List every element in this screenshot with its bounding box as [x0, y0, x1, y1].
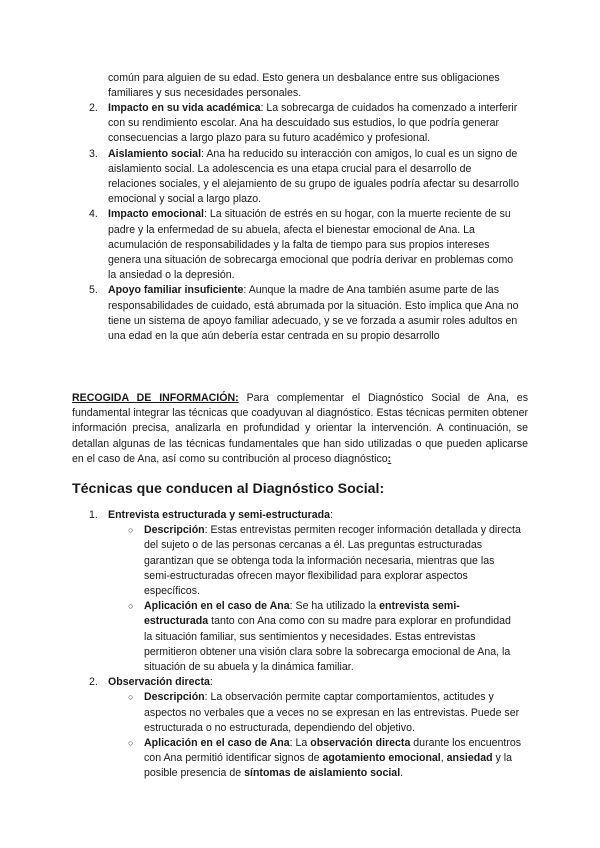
sub-item: ○ Descripción: La observación permite captar comportamientos, actitudes y aspectos no verbales que a veces no se expresan en las entrevistas. Puede ser estructurada o no estructurada, dependiendo del objetivo.	[128, 691, 520, 734]
consequences-list	[89, 101, 520, 344]
recogida-paragraph: RECOGIDA DE INFORMACIÓN: Para complementar el Diagnóstico Social de Ana, es fundamental integrar las técnicas que coadyuvan al diagnóstico. Estas técnicas permiten obtener información precisa, analizarla en profundidad y orientar la intervención. A continuación, se detallan algunas de las técnicas fundamentales que han sido utilizadas o que pueden aplicarse en el caso de Ana, así como su contribución al proceso diagnóstico:	[72, 392, 528, 465]
list-item: 4. Impacto emocional: La situación de estrés en su hogar, con la muerte reciente de su padre y la enfermedad de su abuela, afecta el bienestar emocional de Ana. La acumulación de responsabilidades y la falta de tiempo para sus propios intereses genera una situación de sobrecarga emocional que podría derivar en problemas como la ansiedad o la depresión.	[89, 208, 514, 282]
list-item: 2. Observación directa:	[89, 676, 213, 689]
sub-item: ○ Descripción: Estas entrevistas permiten recoger información detallada y directa del sujeto o de las personas cercanas a él. Las preguntas estructuradas garantizan que se obtenga toda la información necesaria, mientras que las semi-estructuradas ofrecen mayor flexibilidad para explorar aspectos específicos.	[128, 524, 521, 598]
tecnicas-title: Técnicas que conducen al Diagnóstico Social:	[72, 481, 385, 497]
list-item: 2. Impacto en su vida académica: La sobrecarga de cuidados ha comenzado a interferir con su rendimiento escolar. Ana ha descuidado sus estudios, lo que podría generar consecuencias a largo plazo para su futuro académico y profesional.	[89, 102, 518, 145]
list-item: 1. Entrevista estructurada y semi-estructurada:	[89, 509, 333, 521]
list-item: 5. Apoyo familiar insuficiente: Aunque la madre de Ana también asume parte de las responsabilidades de cuidado, está abrumada por la situación. Esto implica que Ana no tiene un sistema de apoyo familiar adecuado, y se ve forzada a asumir roles adultos en una edad en la que aún debería estar centrada en su propio desarrollo	[89, 284, 519, 343]
list-item: 3. Aislamiento social: Ana ha reducido su interacción con amigos, lo cual es un signo de aislamiento social. La adolescencia es una etapa crucial para el desarrollo de relaciones sociales, y el alejamiento de su grupo de iguales podría afectar su desarrollo emocional y social a largo plazo.	[89, 147, 520, 206]
sub-item: ○ Aplicación en el caso de Ana: Se ha utilizado la entrevista semi-estructurada tanto con Ana como con su madre para explorar en profundidad la situación familiar, sus sentimientos y necesidades. Estas entrevistas permitieron obtener una visión clara sobre la sobrecarga emocional de Ana, la situación de su abuela y la dinámica familiar.	[128, 600, 511, 674]
recogida-heading: RECOGIDA DE INFORMACIÓN:	[72, 392, 239, 404]
tecnicas-list	[89, 508, 522, 782]
intro-continuation: común para alguien de su edad. Esto genera un desbalance entre sus obligaciones familiares y sus necesidades personales.	[108, 72, 500, 100]
sub-item: ○ Aplicación en el caso de Ana: La observación directa durante los encuentros con Ana permitió identificar signos de agotamiento emocional, ansiedad y la posible presencia de síntomas de aislamiento social.	[128, 737, 522, 780]
